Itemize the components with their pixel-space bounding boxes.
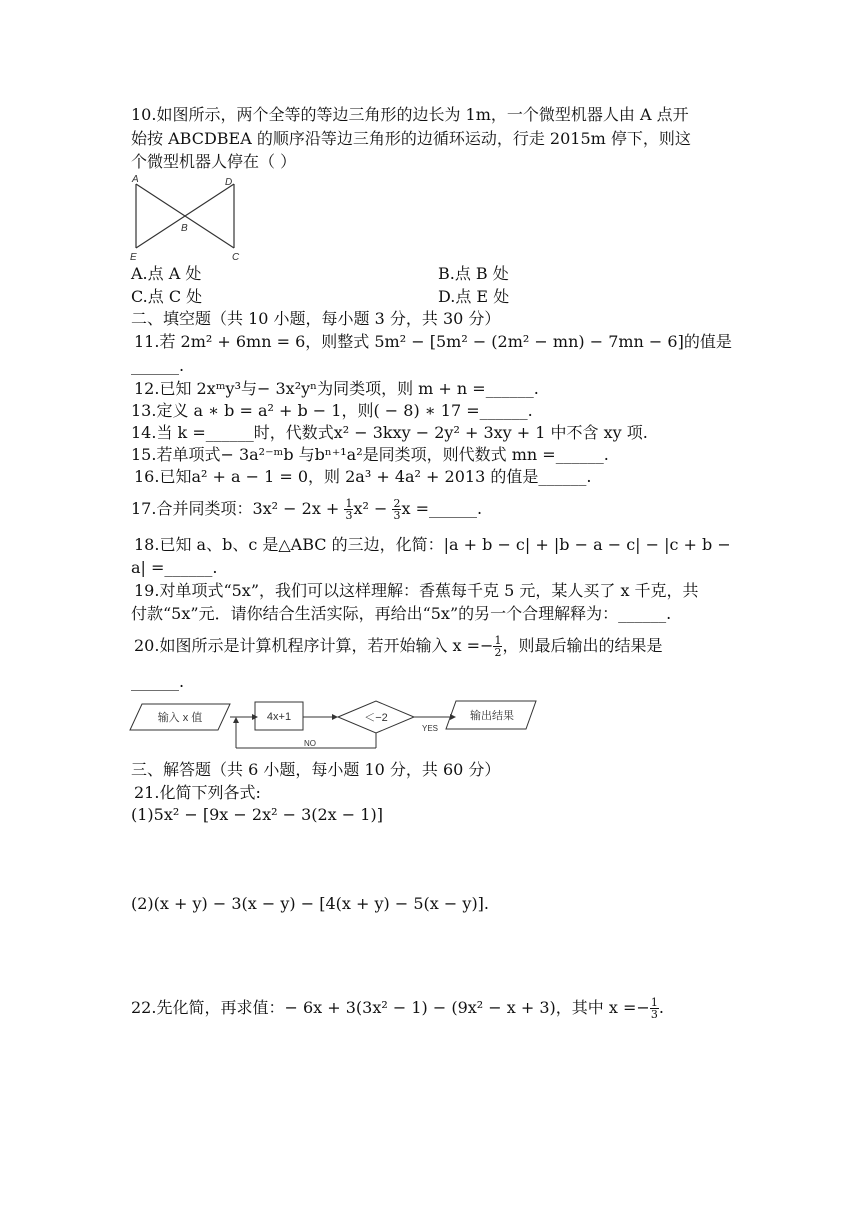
q22-frac-num: 1 [650,996,658,1009]
q17-frac1-den: 3 [345,509,353,522]
q21-part1: (1)5x² − [9x − 2x² − 3(2x − 1)] [131,805,383,824]
section2-heading: 二、填空题（共 10 小题，每小题 3 分，共 30 分） [131,309,501,328]
q20-frac-num: 1 [494,634,502,647]
q22 [131,997,664,1020]
flow-yes-label: YES [421,724,439,733]
q10-line2: 始按 ABCDBEA 的顺序沿等边三角形的边循环运动，行走 2015m 停下，则这 [131,129,691,148]
q17-frac2-den: 3 [393,509,401,522]
triangles-figure [126,172,246,264]
q14: 14.当 k =______时，代数式x² − 3kxy − 2y² + 3xy + 1 中不含 xy 项. [131,423,648,442]
label-D: D [225,177,233,188]
q20-post: ，则最后输出的结果是 [502,636,663,655]
flow-cond-text: ＜−2 [364,712,388,724]
q11-line2: ______. [131,356,185,375]
label-C: C [232,252,240,263]
q22-pre: 22.先化简，再求值：− 6x + 3(3x² − 1) − (9x² − x + 3)，其中 x =− [131,998,650,1017]
q19-line2: 付款“5x”元．请你结合生活实际，再给出“5x”的另一个合理解释为：______. [131,604,672,623]
q17-post: x =______. [401,499,483,518]
q20-line2: ______. [131,672,185,691]
q10-option-c: C.点 C 处 [131,287,203,306]
q11-line1: 11.若 2m² + 6mn = 6，则整式 5m² − [5m² − (2m² − mn) − 7mn − 6]的值是 [134,332,732,351]
q17 [131,498,482,521]
flow-op-text: 4x+1 [266,711,292,723]
q17-mid: x² − [353,499,393,518]
q17-frac2-num: 2 [393,497,401,510]
q21-part2: (2)(x + y) − 3(x − y) − [4(x + y) − 5(x − y)]. [131,894,490,913]
q10-line1: 10.如图所示，两个全等的等边三角形的边长为 1m，一个微型机器人由 A 点开 [131,105,689,124]
q13: 13.定义 a ∗ b = a² + b − 1，则( − 8) ∗ 17 =______. [131,401,533,420]
q22-post: . [658,998,664,1017]
section3-heading: 三、解答题（共 6 小题，每小题 10 分，共 60 分） [131,760,501,779]
flow-no-label: NO [304,739,316,748]
q20-frac-den: 2 [494,646,502,659]
q20-line1 [134,635,662,658]
q10-option-a: A.点 A 处 [131,264,202,283]
label-A: A [132,174,139,185]
q17-frac1-num: 1 [345,497,353,510]
q10-line3: 个微型机器人停在（ ） [131,152,297,171]
q12: 12.已知 2xᵐy³与− 3x²yⁿ为同类项，则 m + n =______. [134,379,539,398]
q18-line1: 18.已知 a、b、c 是△ABC 的三边，化简：|a + b − c| + |b − a − c| − |c + b − [134,535,731,554]
q19-line1: 19.对单项式“5x”，我们可以这样理解：香蕉每千克 5 元，某人买了 x 千克，共 [134,581,699,600]
q17-pre: 17.合并同类项：3x² − 2x + [131,499,345,518]
flow-output-text: 输出结果 [470,710,514,722]
label-E: E [130,252,137,263]
q22-frac [650,997,659,1020]
label-B: B [181,223,188,234]
q21-title: 21.化简下列各式: [134,783,261,802]
q18-line2: a| =______. [131,558,218,577]
q16: 16.已知a² + a − 1 = 0，则 2a³ + 4a² + 2013 的值是______. [134,467,592,486]
q10-option-d: D.点 E 处 [438,287,510,306]
q15: 15.若单项式− 3a²⁻ᵐb 与bⁿ⁺¹a²是同类项，则代数式 mn =______. [131,445,609,464]
program-flowchart [128,694,540,752]
q22-frac-den: 3 [650,1008,658,1021]
q10-option-b: B.点 B 处 [438,264,509,283]
flow-input-text: 输入 x 值 [157,712,203,724]
q20-pre: 20.如图所示是计算机程序计算，若开始输入 x =− [134,636,494,655]
